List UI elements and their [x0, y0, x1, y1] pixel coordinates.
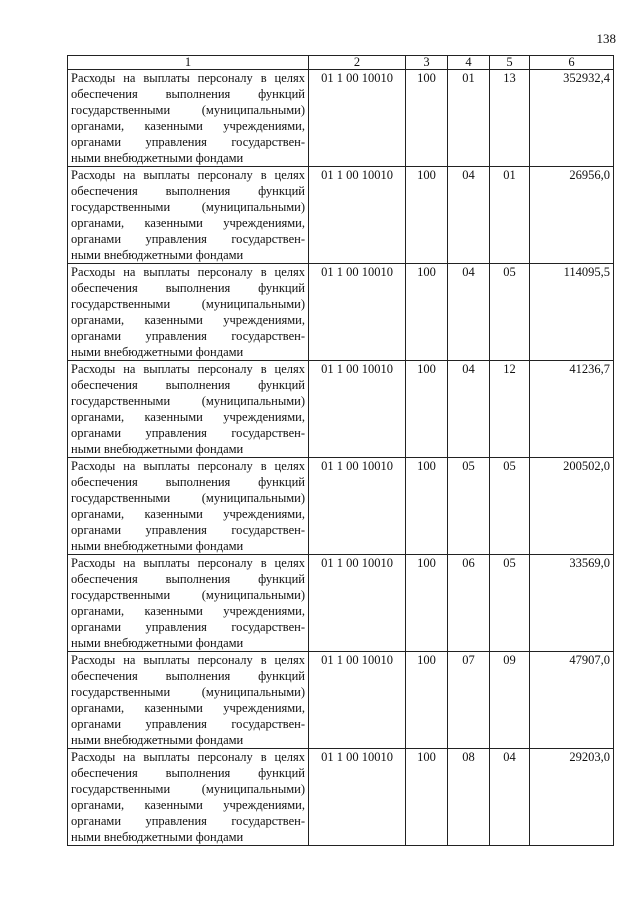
description-line: органами управления государствен-: [71, 814, 305, 828]
subsection-cell: 05: [490, 264, 530, 361]
description-line: обеспечения выполнения функций: [71, 475, 305, 489]
description-line: органами управления государствен-: [71, 232, 305, 246]
header-row: [68, 56, 614, 70]
expense-type-cell: 100: [406, 458, 448, 555]
subsection-cell: 04: [490, 749, 530, 846]
section-cell: 04: [448, 167, 490, 264]
amount-cell: 26956,0: [530, 167, 614, 264]
section-cell: 04: [448, 361, 490, 458]
section-cell: 05: [448, 458, 490, 555]
section-cell: 01: [448, 70, 490, 167]
description-line: Расходы на выплаты персоналу в целях: [71, 556, 305, 570]
description-line: Расходы на выплаты персоналу в целях: [71, 750, 305, 764]
table-row: [68, 555, 614, 652]
subsection-cell: 05: [490, 458, 530, 555]
description-line: органами, казенными учреждениями,: [71, 410, 305, 424]
table-row: [68, 264, 614, 361]
description-line: ными внебюджетными фондами: [71, 830, 244, 844]
program-code-cell: 01 1 00 10010: [309, 264, 406, 361]
description-line: обеспечения выполнения функций: [71, 184, 305, 198]
program-code-cell: 01 1 00 10010: [309, 652, 406, 749]
description-line: обеспечения выполнения функций: [71, 572, 305, 586]
section-cell: 04: [448, 264, 490, 361]
section-cell: 08: [448, 749, 490, 846]
description-line: ными внебюджетными фондами: [71, 248, 244, 262]
description-line: органами управления государствен-: [71, 620, 305, 634]
amount-cell: 47907,0: [530, 652, 614, 749]
expense-type-cell: 100: [406, 361, 448, 458]
description-line: государственными (муниципальными): [71, 200, 305, 214]
subsection-cell: 13: [490, 70, 530, 167]
description-line: обеспечения выполнения функций: [71, 766, 305, 780]
description-line: органами, казенными учреждениями,: [71, 798, 305, 812]
description-line: органами управления государствен-: [71, 135, 305, 149]
expense-description: [68, 167, 309, 264]
expense-type-cell: 100: [406, 70, 448, 167]
description-line: Расходы на выплаты персоналу в целях: [71, 459, 305, 473]
table-row: [68, 167, 614, 264]
table-row: [68, 652, 614, 749]
amount-cell: 200502,0: [530, 458, 614, 555]
expense-type-cell: 100: [406, 652, 448, 749]
program-code-cell: 01 1 00 10010: [309, 167, 406, 264]
expense-type-cell: 100: [406, 167, 448, 264]
description-line: Расходы на выплаты персоналу в целях: [71, 653, 305, 667]
table-row: [68, 458, 614, 555]
description-line: Расходы на выплаты персоналу в целях: [71, 265, 305, 279]
subsection-cell: 01: [490, 167, 530, 264]
amount-cell: 33569,0: [530, 555, 614, 652]
description-line: государственными (муниципальными): [71, 588, 305, 602]
description-line: органами, казенными учреждениями,: [71, 119, 305, 133]
description-line: обеспечения выполнения функций: [71, 669, 305, 683]
program-code-cell: 01 1 00 10010: [309, 555, 406, 652]
description-line: ными внебюджетными фондами: [71, 636, 244, 650]
expense-type-cell: 100: [406, 749, 448, 846]
column-header: 4: [448, 56, 490, 70]
table-row: [68, 749, 614, 846]
description-line: органами управления государствен-: [71, 329, 305, 343]
description-line: обеспечения выполнения функций: [71, 378, 305, 392]
description-line: государственными (муниципальными): [71, 394, 305, 408]
description-line: Расходы на выплаты персоналу в целях: [71, 168, 305, 182]
column-header: 3: [406, 56, 448, 70]
expense-description: [68, 361, 309, 458]
subsection-cell: 12: [490, 361, 530, 458]
description-line: ными внебюджетными фондами: [71, 733, 244, 747]
subsection-cell: 09: [490, 652, 530, 749]
expense-description: [68, 458, 309, 555]
table-row: [68, 361, 614, 458]
amount-cell: 29203,0: [530, 749, 614, 846]
expense-type-cell: 100: [406, 264, 448, 361]
description-line: органами, казенными учреждениями,: [71, 507, 305, 521]
expense-description: [68, 264, 309, 361]
amount-cell: 114095,5: [530, 264, 614, 361]
amount-cell: 352932,4: [530, 70, 614, 167]
program-code-cell: 01 1 00 10010: [309, 70, 406, 167]
description-line: обеспечения выполнения функций: [71, 281, 305, 295]
description-line: государственными (муниципальными): [71, 103, 305, 117]
description-line: органами управления государствен-: [71, 426, 305, 440]
description-line: Расходы на выплаты персоналу в целях: [71, 362, 305, 376]
description-line: обеспечения выполнения функций: [71, 87, 305, 101]
table-row: [68, 70, 614, 167]
subsection-cell: 05: [490, 555, 530, 652]
description-line: ными внебюджетными фондами: [71, 345, 244, 359]
description-line: ными внебюджетными фондами: [71, 151, 244, 165]
program-code-cell: 01 1 00 10010: [309, 458, 406, 555]
description-line: государственными (муниципальными): [71, 685, 305, 699]
description-line: органами управления государствен-: [71, 523, 305, 537]
program-code-cell: 01 1 00 10010: [309, 749, 406, 846]
description-line: органами, казенными учреждениями,: [71, 313, 305, 327]
description-line: государственными (муниципальными): [71, 491, 305, 505]
column-header: 5: [490, 56, 530, 70]
budget-table: [67, 55, 614, 846]
description-line: Расходы на выплаты персоналу в целях: [71, 71, 305, 85]
expense-description: [68, 70, 309, 167]
column-header: 2: [309, 56, 406, 70]
expense-description: [68, 555, 309, 652]
expense-description: [68, 652, 309, 749]
description-line: государственными (муниципальными): [71, 297, 305, 311]
expense-type-cell: 100: [406, 555, 448, 652]
section-cell: 07: [448, 652, 490, 749]
amount-cell: 41236,7: [530, 361, 614, 458]
description-line: ными внебюджетными фондами: [71, 442, 244, 456]
column-header: 1: [68, 56, 309, 70]
description-line: государственными (муниципальными): [71, 782, 305, 796]
description-line: органами, казенными учреждениями,: [71, 701, 305, 715]
expense-description: [68, 749, 309, 846]
program-code-cell: 01 1 00 10010: [309, 361, 406, 458]
section-cell: 06: [448, 555, 490, 652]
description-line: органами, казенными учреждениями,: [71, 604, 305, 618]
description-line: ными внебюджетными фондами: [71, 539, 244, 553]
page-number: 138: [596, 31, 616, 46]
column-header: 6: [530, 56, 614, 70]
description-line: органами управления государствен-: [71, 717, 305, 731]
description-line: органами, казенными учреждениями,: [71, 216, 305, 230]
